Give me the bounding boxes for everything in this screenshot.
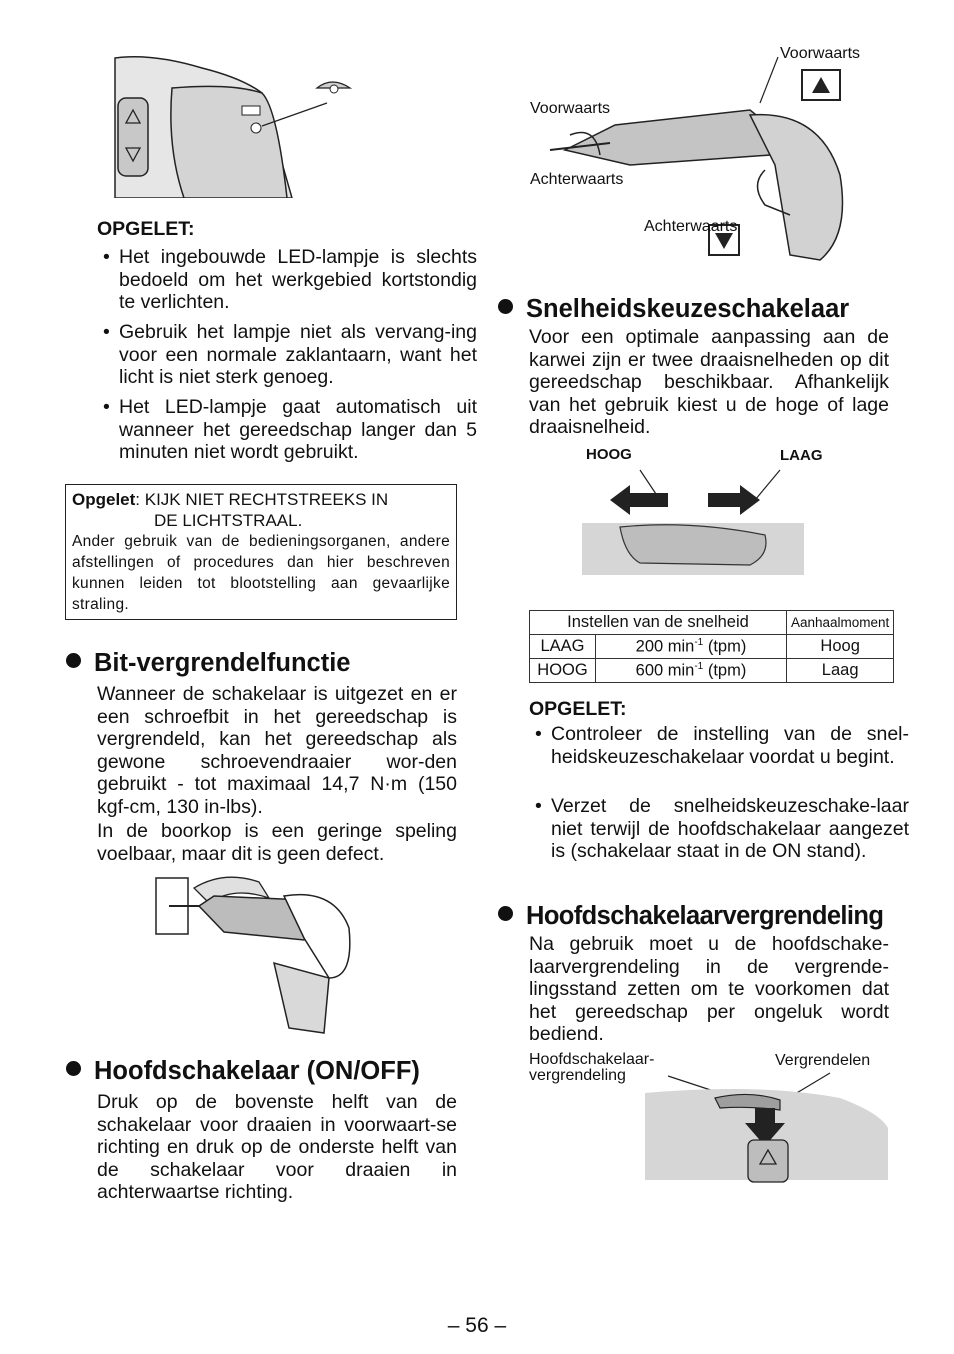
table-header-setting: Instellen van de snelheid (530, 611, 787, 635)
label-lock-1: Hoofdschakelaar- (529, 1051, 655, 1068)
table-cell-rpm: 200 $\min^{-1} (tpm)$ (596, 635, 787, 659)
table-cell-mode: LAAG (530, 635, 596, 659)
caution-bullet: • Het ingebouwde LED-lampje is slechts bedoeld om het werkgebied kortstondig te verlichten. (103, 246, 477, 314)
heading-text: Snelheidskeuzeschakelaar (526, 295, 850, 323)
label-laag: LAAG (780, 447, 823, 464)
main-switch-text: Druk op de bovenste helft van de schakelaar voor draaien in voorwaart-se richting en druk op de onderste helft van de schakelaar voor draaien in achterwaartse richting. (97, 1091, 457, 1204)
heading-text: Bit-vergrendelfunctie (94, 649, 351, 677)
bullet-text: Controleer de instelling van de snel-heidskeuzeschakelaar voordat u begint. (551, 723, 909, 768)
speed-selector-illustration (580, 465, 806, 577)
label-forward-top: Voorwaarts (780, 45, 861, 62)
caution-bullet: • Het LED-lampje gaat automatisch uit wanneer het gereedschap langer dan 5 minuten niet wordt gebruikt. (103, 396, 477, 464)
table-header-row (530, 611, 894, 635)
speed-table (529, 610, 894, 683)
table-cell-torque: Laag (787, 659, 894, 683)
warning-body: Ander gebruik van de bedieningsorganen, andere afstellingen of procedures dan hier beschreven kunnen leiden tot blootstelling aan gevaarlijke straling. (72, 533, 450, 613)
caution-bullet: • Controleer de instelling van de snel-heidskeuzeschakelaar voordat u begint. (535, 723, 909, 768)
bit-lock-text: Wanneer de schakelaar is uitgezet en er een schroefbit in het gereedschap is vergrendeld, kan het gereedschap als gewone schroevendraaier wor-den gebruikt - tot maximaal 14,7 N·m (150 kgf-cm, 130 in-lbs). (97, 683, 457, 818)
bit-lock-text-2: In de boorkop is een geringe speling voelbaar, maar dit is geen defect. (97, 820, 457, 865)
table-cell-rpm: 600 $\min^{-1} (tpm)$ (596, 659, 787, 683)
switch-lock-illustration (640, 1068, 890, 1183)
label-hoog: HOOG (586, 446, 632, 463)
bullet-text: Gebruik het lampje niet als vervang-ing voor een normale zaklantaarn, want het licht is niet sterk genoeg. (119, 321, 477, 389)
manual-screwdriving-illustration (154, 868, 364, 1038)
bullet-text: Het LED-lampje gaat automatisch uit wanneer het gereedschap langer dan 5 minuten niet wordt gebruikt. (119, 396, 477, 464)
label-lock-2: vergrendeling (529, 1067, 626, 1084)
warning-line1: : KIJK NIET RECHTSTREEKS IN (135, 490, 389, 509)
bullet-dot (66, 653, 81, 668)
caution-bullet: • Gebruik het lampje niet als vervang-ing voor een normale zaklantaarn, want het licht is niet sterk genoeg. (103, 321, 477, 389)
section-heading-lock (498, 901, 883, 931)
warning-label: Opgelet (72, 490, 136, 509)
warning-headline (72, 489, 450, 510)
warning-box (65, 484, 457, 620)
table-cell-torque: Hoog (787, 635, 894, 659)
bullet-text: Verzet de snelheidskeuzeschake-laar niet terwijl de hoofdschakelaar aangezet is (schakelaar staat in de ON stand). (551, 795, 909, 863)
bullet-text: Het ingebouwde LED-lampje is slechts bedoeld om het werkgebied kortstondig te verlichten. (119, 246, 477, 314)
heading-text: Hoofdschakelaarvergrendeling (526, 902, 884, 930)
label-reverse-bottom: Achterwaarts (644, 218, 738, 235)
page-number: – 56 – (447, 1314, 507, 1337)
table-header-torque: Aanhaalmoment (787, 611, 894, 635)
section-heading-speed (498, 294, 849, 324)
direction-illustration (520, 55, 860, 280)
bullet-dot (498, 299, 513, 314)
label-reverse-left: Achterwaarts (530, 171, 624, 188)
caution-bullet: • Verzet de snelheidskeuzeschake-laar niet terwijl de hoofdschakelaar aangezet is (schakelaar staat in de ON stand). (535, 795, 909, 863)
table-row (530, 635, 894, 659)
bullet-dot (66, 1061, 81, 1076)
section-heading-main-switch (66, 1056, 420, 1086)
led-switch-illustration (112, 48, 362, 198)
label-lock-right: Vergrendelen (775, 1052, 871, 1069)
label-forward-left: Voorwaarts (530, 100, 611, 117)
table-row (530, 659, 894, 683)
section-heading-bit-lock (66, 648, 350, 678)
table-cell-mode: HOOG (530, 659, 596, 683)
caution-title: OPGELET: (97, 218, 195, 240)
speed-text: Voor een optimale aanpassing aan de karwei zijn er twee draaisnelheden op dit gereedschap beschikbaar. Afhankelijk van het gebruik kiest u de hoge of lage draaisnelheid. (529, 326, 889, 439)
lock-text: Na gebruik moet u de hoofdschake-laarvergrendeling in de vergrende-lingsstand zetten om te voorkomen dat het gereedschap per ongeluk wordt bediend. (529, 933, 889, 1046)
warning-line2: DE LICHTSTRAAL. (154, 511, 303, 530)
caution-title-2: OPGELET: (529, 698, 627, 720)
bullet-dot (498, 906, 513, 921)
heading-text: Hoofdschakelaar (ON/OFF) (94, 1057, 420, 1085)
